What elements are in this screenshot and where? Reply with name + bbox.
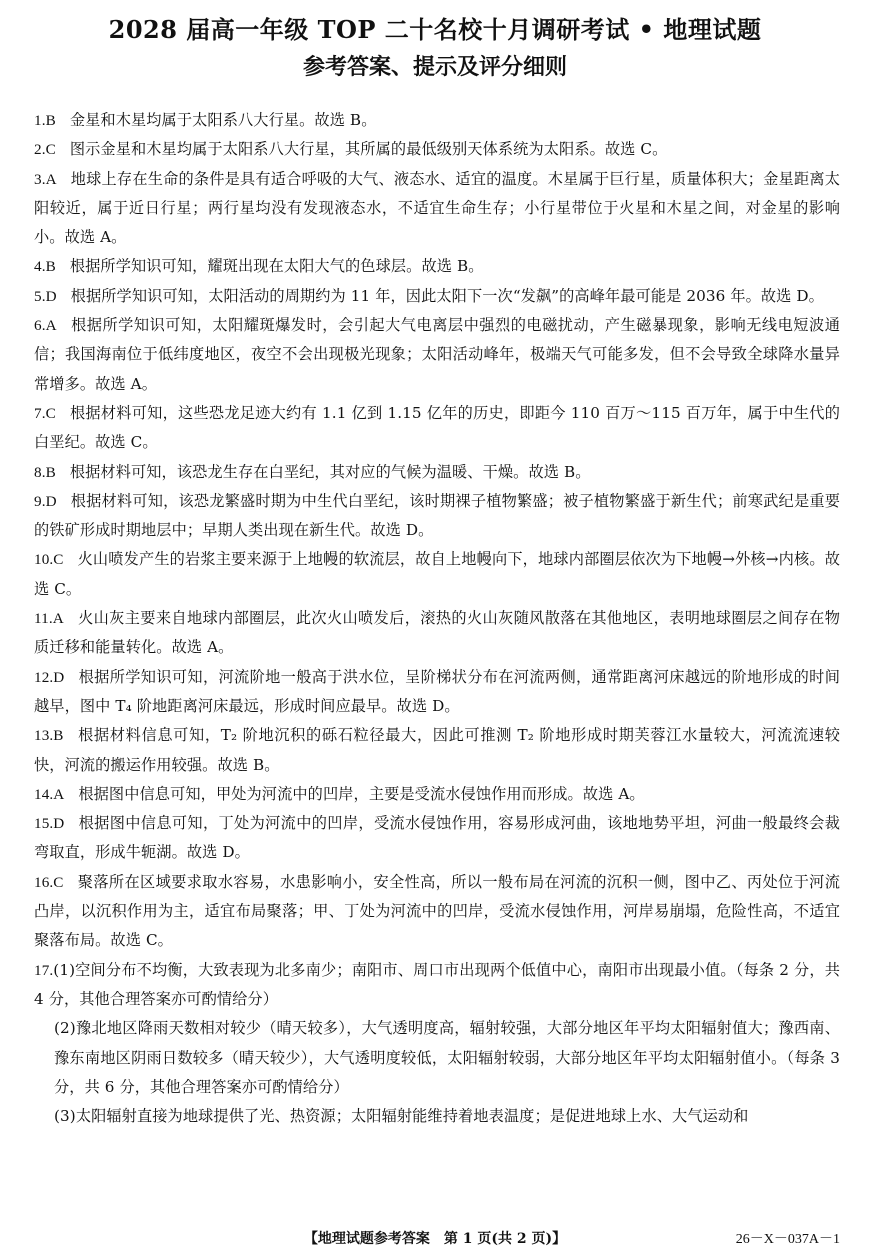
answer-text: 聚落所在区域要求取水容易，水患影响小，安全性高，所以一般布局在河流的沉积一侧，图中乙、丙处位于河流凸岸，以沉积作用为主，适宜布局聚落；甲、丁处为河流中的凹岸，受流水侵蚀作用，河岸易崩塌，危险性高，不适宜聚落布局。故选 C。 (34, 872, 840, 950)
footer-page-info: 【地理试题参考答案 第 1 页(共 2 页)】 (303, 1231, 567, 1247)
answer-item-17-part-3 (54, 1102, 840, 1131)
answer-number: 2.C (34, 141, 56, 159)
answer-text: 根据所学知识可知，河流阶地一般高于洪水位，呈阶梯状分布在河流两侧，通常距离河床越远的阶地形成的时间越早，图中 T₄ 阶地距离河床最远，形成时间应最早。故选 D。 (34, 667, 840, 715)
footer-code: 26－X－037A－1 (735, 1232, 840, 1247)
answer-number: 1.B (34, 112, 56, 129)
answer-number: 16.C (34, 873, 64, 891)
answer-number: 4.B (34, 258, 56, 276)
answer-item-3 (34, 165, 840, 253)
answer-text: 火山喷发产生的岩浆主要来源于上地幔的软流层，故自上地幔向下，地球内部圈层依次为下地幔→外核→内核。故选 C。 (34, 550, 840, 598)
answer-number: 11.A (34, 610, 64, 628)
answer-item-10 (34, 545, 840, 604)
answer-number: 6.A (34, 317, 57, 335)
answer-number: 17. (34, 961, 54, 979)
answer-number: 9.D (34, 492, 57, 510)
answer-item-15 (34, 809, 840, 868)
answer-item-8 (34, 458, 840, 487)
answer-item-9 (34, 487, 840, 546)
answer-text: 根据图中信息可知，丁处为河流中的凹岸，受流水侵蚀作用，容易形成河曲，该地地势平坦，河曲一般最终会裁弯取直，形成牛轭湖。故选 D。 (34, 814, 840, 862)
answer-text: (2)豫北地区降雨天数相对较少（晴天较多），大气透明度高，辐射较强，大部分地区年平均太阳辐射值大；豫西南、豫东南地区阴雨日数较多（晴天较少），大气透明度较低，太阳辐射较弱，大部分地区年平均太阳辐射值小。（每条 3 分，共 6 分，其他合理答案亦可酌情给分） (54, 1019, 840, 1096)
answer-text: 根据所学知识可知，耀斑出现在太阳大气的色球层。故选 B。 (69, 257, 484, 276)
answer-number: 8.B (34, 463, 56, 481)
answer-text: 火山灰主要来自地球内部圈层，此次火山喷发后，滚热的火山灰随风散落在其他地区，表明地球圈层之间存在物质迁移和能量转化。故选 A。 (34, 609, 840, 657)
answer-item-2 (34, 135, 840, 164)
answer-number: 14.A (34, 785, 65, 803)
page-subtitle: 参考答案、提示及评分细则 (302, 54, 567, 80)
answer-text: (3)太阳辐射直接为地球提供了光、热资源；太阳辐射能维持着地表温度；是促进地球上水、大气运动和 (54, 1107, 749, 1126)
answer-number: 13.B (34, 727, 64, 745)
answer-item-11 (34, 604, 840, 663)
answer-number: 15.D (34, 815, 65, 833)
page-footer (0, 1228, 870, 1252)
answer-item-17-part-2 (54, 1014, 840, 1102)
answer-item-1 (34, 106, 840, 135)
answer-item-16 (34, 868, 840, 956)
answer-text: 根据所学知识可知，太阳活动的周期约为 11 年，因此太阳下一次“发飙”的高峰年最可能是 2036 年。故选 D。 (70, 286, 824, 305)
answer-text: 地球上存在生命的条件是具有适合呼吸的大气、液态水、适宜的温度。木星属于巨行星，质量体积大；金星距离太阳较近，属于近日行星；两行星均没有发现液态水，不适宜生命生存；小行星带位于火星和木星之间，对金星的影响小。故选 A。 (34, 169, 840, 247)
answer-number: 7.C (34, 404, 56, 422)
answer-item-6 (34, 311, 840, 399)
answer-text: 根据材料可知，这些恐龙足迹大约有 1.1 亿到 1.15 亿年的历史，即距今 110 百万～115 百万年，属于中生代的白垩纪。故选 C。 (34, 403, 840, 452)
answer-number: 12.D (34, 668, 65, 686)
answer-list (0, 106, 870, 1131)
answer-text: 根据图中信息可知，甲处为河流中的凹岸，主要是受流水侵蚀作用而形成。故选 A。 (78, 784, 645, 803)
answer-item-14 (34, 780, 840, 809)
answer-number: 3.A (34, 170, 57, 188)
page-title: 2028 届高一年级 TOP 二十名校十月调研考试 • 地理试题 (108, 15, 762, 44)
answer-text: 根据材料信息可知，T₂ 阶地沉积的砾石粒径最大，因此可推测 T₂ 阶地形成时期芙蓉江水量较大，河流流速较快，河流的搬运作用较强。故选 B。 (34, 726, 840, 774)
answer-text: 根据所学知识可知，太阳耀斑爆发时，会引起大气电离层中强烈的电磁扰动，产生磁暴现象，影响无线电短波通信；我国海南位于低纬度地区，夜空不会出现极光现象；太阳活动峰年，极端天气可能多发，但不会导致全球降水量异常增多。故选 A。 (34, 316, 840, 393)
answer-item-4 (34, 252, 840, 281)
answer-item-17-part-1 (34, 956, 840, 1015)
answer-text: (1)空间分布不均衡，大致表现为北多南少；南阳市、周口市出现两个低值中心，南阳市出现最小值。（每条 2 分，共 4 分，其他合理答案亦可酌情给分） (34, 960, 840, 1008)
answer-item-13 (34, 721, 840, 780)
answer-text: 根据材料可知，该恐龙繁盛时期为中生代白垩纪，该时期裸子植物繁盛；被子植物繁盛于新生代；前寒武纪是重要的铁矿形成时期地层中；早期人类出现在新生代。故选 D。 (34, 491, 840, 540)
answer-number: 5.D (34, 287, 57, 305)
answer-item-7 (34, 399, 840, 458)
answer-number: 10.C (34, 551, 64, 569)
answer-text: 金星和木星均属于太阳系八大行星。故选 B。 (69, 111, 377, 129)
answer-item-5 (34, 282, 840, 311)
answer-text: 根据材料可知，该恐龙生存在白垩纪，其对应的气候为温暖、干燥。故选 B。 (69, 462, 591, 481)
answer-item-12 (34, 663, 840, 722)
answer-text: 图示金星和木星均属于太阳系八大行星，其所属的最低级别天体系统为太阳系。故选 C。 (69, 140, 668, 159)
